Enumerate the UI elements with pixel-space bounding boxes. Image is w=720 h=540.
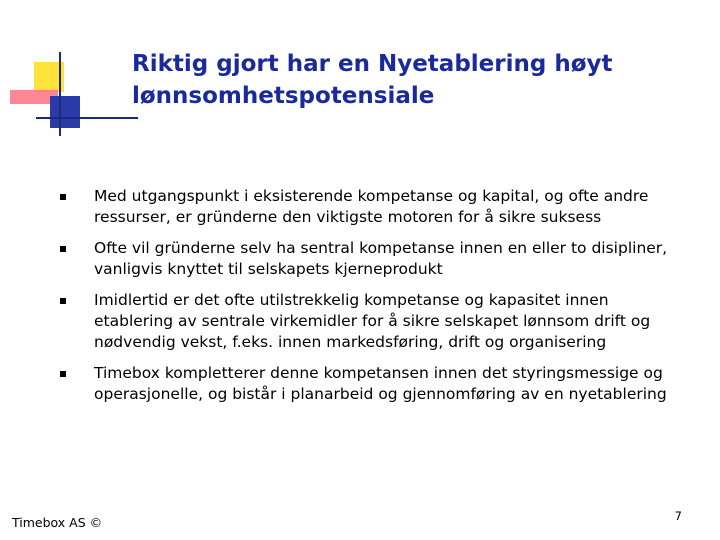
decorative-corner-graphic bbox=[0, 0, 140, 140]
bullet-text: Imidlertid er det ofte utilstrekkelig kompetanse og kapasitet innen etablering av sentrale virkemidler for å sikre selskapet lønnsom drift og nødvendig vekst, f.eks. innen markedsføring, drift og organisering bbox=[94, 291, 651, 351]
bullet-list bbox=[60, 186, 690, 415]
bullet-item bbox=[60, 363, 690, 405]
square-bullet-icon bbox=[60, 194, 66, 200]
square-bullet-icon bbox=[60, 298, 66, 304]
bullet-item bbox=[60, 186, 690, 228]
square-bullet-icon bbox=[60, 371, 66, 377]
footer-company: Timebox AS © bbox=[12, 515, 103, 530]
bullet-item bbox=[60, 290, 690, 353]
bullet-text: Timebox kompletterer denne kompetansen innen det styringsmessige og operasjonelle, og bistår i planarbeid og gjennomføring av en nyetablering bbox=[94, 364, 667, 403]
deco-blue-square bbox=[50, 96, 80, 128]
bullet-text: Med utgangspunkt i eksisterende kompetanse og kapital, og ofte andre ressurser, er gründerne den viktigste motoren for å sikre suksess bbox=[94, 187, 649, 226]
bullet-text: Ofte vil gründerne selv ha sentral kompetanse innen en eller to disipliner, vanligvis knyttet til selskapets kjerneprodukt bbox=[94, 239, 668, 278]
bullet-item bbox=[60, 238, 690, 280]
page-number: 7 bbox=[674, 509, 682, 523]
square-bullet-icon bbox=[60, 246, 66, 252]
slide-title: Riktig gjort har en Nyetablering høyt lønnsomhetspotensiale bbox=[132, 51, 613, 109]
